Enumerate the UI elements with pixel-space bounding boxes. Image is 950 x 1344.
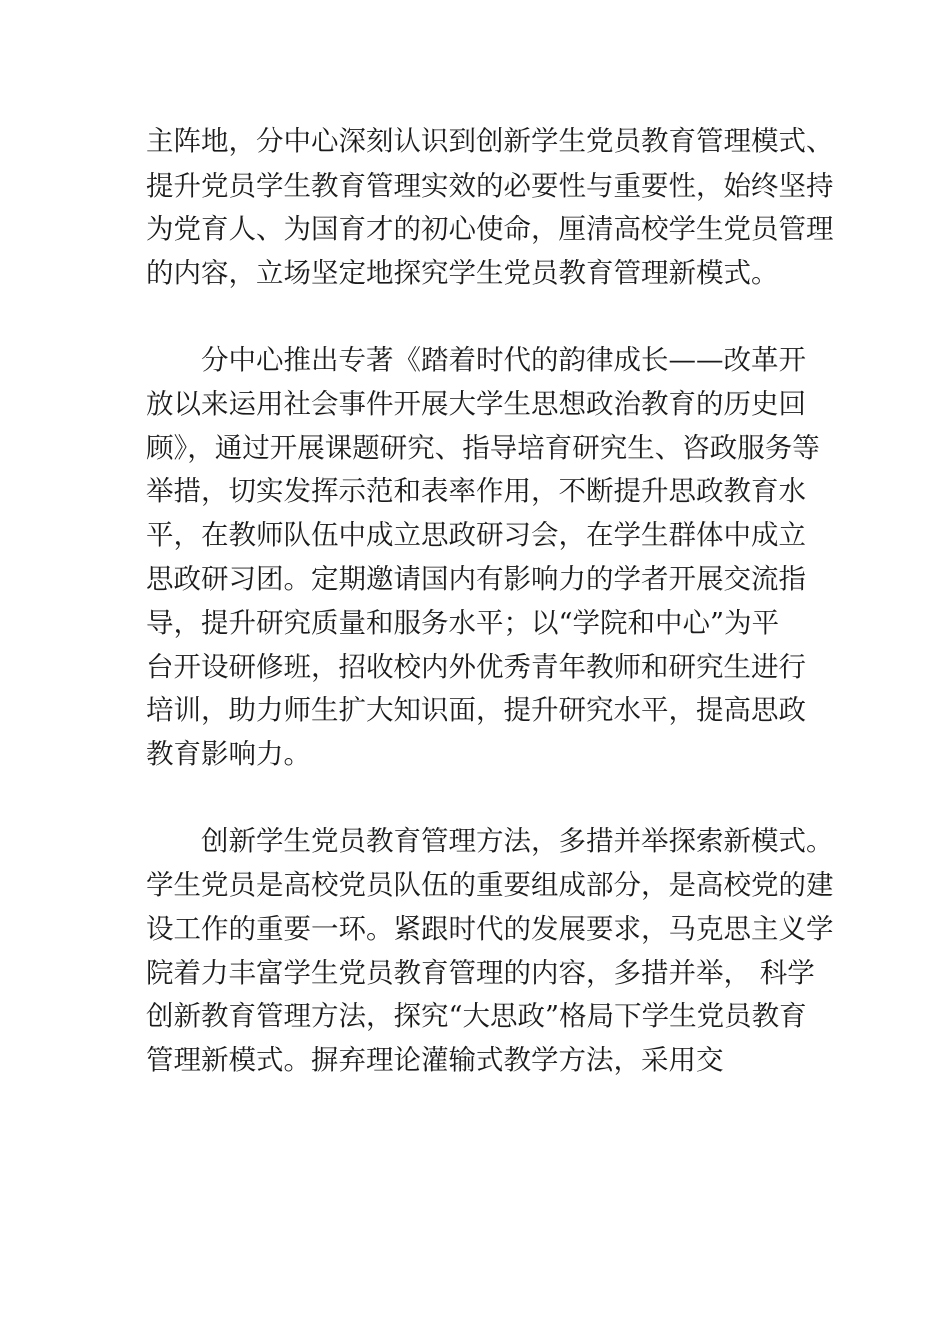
text-line: 为党育人、为国育才的初心使命，厘清高校学生党员管理 [146, 213, 834, 245]
text-line: 创新教育管理方法，探究“大思政”格局下学生党员教育 [146, 1000, 807, 1032]
text-line: 学生党员是高校党员队伍的重要组成部分，是高校党的建 [146, 869, 834, 901]
text-line: 设工作的重要一环。紧跟时代的发展要求，马克思主义学 [146, 913, 834, 945]
text-line: 主阵地，分中心深刻认识到创新学生党员教育管理模式、 [146, 125, 834, 157]
text-line: 培训，助力师生扩大知识面，提升研究水平，提高思政 [146, 694, 806, 726]
text-line: 台开设研修班，招收校内外优秀青年教师和研究生进行 [146, 651, 806, 683]
text-line: 思政研习团。定期邀请国内有影响力的学者开展交流指 [146, 563, 806, 595]
text-line: 提升党员学生教育管理实效的必要性与重要性，始终坚持 [146, 170, 834, 202]
text-line: 举措，切实发挥示范和表率作用，不断提升思政教育水 [146, 475, 806, 507]
text-line: 平，在教师队伍中成立思政研习会，在学生群体中成立 [146, 519, 806, 551]
text-line: 院着力丰富学生党员教育管理的内容，多措并举， 科学 [146, 957, 815, 989]
text-line: 教育影响力。 [146, 738, 311, 770]
text-line: 顾》，通过开展课题研究、指导培育研究生、咨政服务等 [146, 432, 820, 464]
text-line: 导，提升研究质量和服务水平；以“学院和中心”为平 [146, 607, 780, 639]
text-line: 放以来运用社会事件开展大学生思想政治教育的历史回 [146, 388, 806, 420]
text-line: 管理新模式。摒弃理论灌输式教学方法，采用交 [146, 1044, 724, 1076]
text-line: 分中心推出专著《踏着时代的韵律成长——改革开 [201, 344, 806, 376]
text-line: 的内容，立场坚定地探究学生党员教育管理新模式。 [146, 257, 779, 289]
text-line: 创新学生党员教育管理方法，多措并举探索新模式。 [201, 825, 834, 857]
